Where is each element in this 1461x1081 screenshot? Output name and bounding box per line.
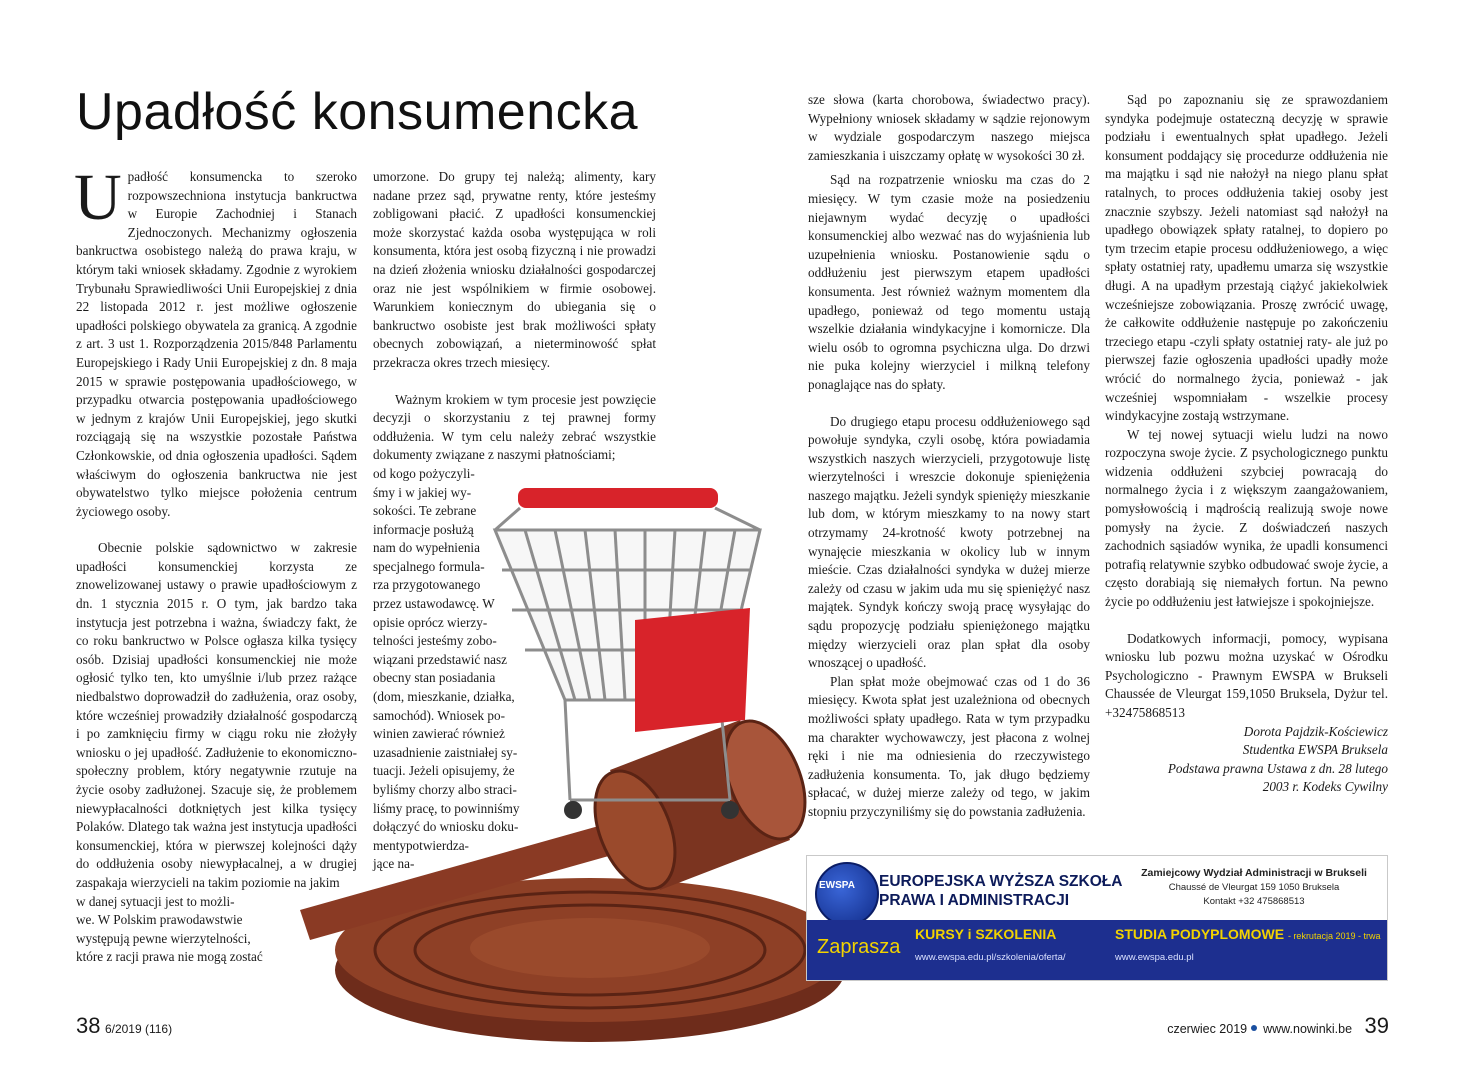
text-line: (dom, mieszkanie, działka, [373, 689, 515, 705]
wrapped-text [76, 893, 276, 967]
cart-handle [518, 488, 718, 508]
page-number: 39 [1364, 1013, 1389, 1038]
text-line: od kogo pożyczyli- [373, 465, 475, 481]
text-line: nam do wypełnienia [373, 540, 480, 556]
cart-wheel [721, 801, 739, 819]
text-line: byliśmy chorzy albo straci- [373, 782, 517, 797]
text-line: liśmy pracę, to powinniśmy [373, 800, 520, 816]
ewspa-logo-icon [815, 862, 879, 926]
text-line: śmy i w jakiej wy- [373, 484, 472, 500]
text-line: winien zawierać również [373, 726, 505, 742]
courses-link[interactable]: www.ewspa.edu.pl/szkolenia/oferta/ [915, 952, 1066, 963]
article-title: Upadłość konsumencka [76, 83, 639, 141]
cart-wheel [564, 801, 582, 819]
school-name-line: PRAWA I ADMINISTRACJI [879, 892, 1070, 909]
text-line: które z racji prawa nie mogą zostać [76, 949, 263, 965]
text-line: specjalnego formula- [373, 558, 485, 574]
department: Zamiejcowy Wydział Administracji w Brukseli [1141, 867, 1367, 879]
bullet-icon [1251, 1025, 1257, 1031]
address: Chaussé de Vleurgat 159 1050 Bruksela [1168, 882, 1340, 893]
paragraph: W tej nowej sytuacji wielu ludzi na nowo rozpoczyna swoje życie. Z psychologicznego punktu widzenia oddłużeni szybciej powracają do normalnego życia i z większym zaangażowaniem, pomysłowością i mądrością realizują swoje nowe pomysły na życie. Z doświadczeń naszych zachodnich sąsiadów wynika, że upadli konsumenci potrafią relatywnie szybko odbudować swoje życie, a często dorabiają się niemałych fortun. Na pewno życie po oddłużeniu jest łatwiejsze i spokojniejsze. [1105, 426, 1388, 610]
phone: Kontakt +32 475868513 [1203, 896, 1305, 907]
text-line: dołączyć do wniosku doku- [373, 819, 519, 835]
postgrad-link[interactable]: www.ewspa.edu.pl [1115, 952, 1194, 963]
drop-cap: U [74, 161, 122, 234]
footer-left [76, 1013, 172, 1039]
website[interactable]: www.nowinki.be [1263, 1022, 1353, 1036]
text-line: wiązani przedstawić nasz [373, 651, 508, 667]
sound-block-center [470, 918, 710, 978]
text-line: tuacji. Jeżeli opisujemy, że [373, 763, 515, 779]
text-line: występują pewne wierzytelności, [76, 930, 251, 946]
footer-right [1167, 1013, 1389, 1039]
issue-number: 6/2019 (116) [104, 1022, 173, 1036]
text-line: telności jesteśmy zobo- [373, 633, 497, 649]
text-line: samochód). Wniosek po- [373, 707, 505, 723]
text-line: jące na- [373, 856, 415, 872]
paragraph: Sąd po zapoznaniu się ze sprawozdaniem syndyka podejmuje ostateczną decyzję w sprawie podziału i ewentualnych spłat upadłego. Jeżeli konsument poddający się procedurze oddłużenia nie ma majątku i sąd nie nałożył na niego planu spłat ratalnych, to proces oddłużenia takiej osoby jest znacznie szybszy. Jeżeli natomiast sąd nałożył na upadłego obowiązek spłaty ratalnej, to dopiero po tym trzecim etapie procesu oddłużeniowego, a więc spłaty ostatniej raty, upadłemu umarza się wszystkie długi. A na upadłym przestają ciążyć jakiekolwiek wcześniejsze zobowiązania. Proszę zwrócić uwagę, że całkowite oddłużenie następuje po zakończeniu trzeciego etapu -czyli spłaty ostatniej raty- ale już po pierwszej fazie ogłoszenia upadłości upadły może wrócić do normalnego życia, ponieważ - jak wcześniej wspomniałam - wszelkie procesy windykacyjne zostają wstrzymane. [1105, 92, 1388, 424]
text-line: rza przygotowanego [373, 577, 481, 593]
logo-text: EWSPA [819, 880, 855, 891]
paragraph: Do drugiego etapu procesu oddłużeniowego sąd powołuje syndyka, czyli osobę, która powiadamia wszystkich naszych wierzycieli, przygotowuje listę wierzytelności i wreszcie dokonuje spieniężenia naszego majątku. Jeżeli syndyk spienięży mieszkanie lub dom, w którym mieszkamy to na nowy start otrzymamy 24-krotność kwoty potrzebnej na wynajęcie mieszkania w okolicy lub w innym mieście. Czas działalności syndyka w dużej mierze zależy od czasu w jakim uda mu się spieniężyć nasz majątek. Syndyk kończy swoją pracę wysyłając do sądu propozycję podziału spieniężonego majątku między wierzycieli oraz plan spłat dla osoby wnoszącej o upadłość. [808, 413, 1090, 671]
text-line: we. W Polskim prawodawstwie [76, 912, 243, 928]
author-name: Dorota Pajdzik-Kościewicz [1243, 723, 1388, 739]
legal-basis: 2003 r. Kodeks Cywilny [1262, 779, 1388, 795]
paragraph: Dodatkowych informacji, pomocy, wypisana wniosku lub pozwu można uzyskać w Ośrodku Psychologiczno - Prawnym EWSPA w Brukseli Chaussée de Vleurgat 159,1050 Bruksela, Dyżur tel. +32475868513 [1105, 630, 1388, 720]
ad-contact [1129, 866, 1379, 909]
article-column-4 [1105, 91, 1388, 797]
text-line: w danej sytuacji jest to możli- [76, 893, 235, 909]
courses-heading: KURSY i SZKOLENIA [915, 926, 1057, 942]
paragraph: Sąd na rozpatrzenie wniosku ma czas do 2 miesięcy. W tym czasie może na posiedzeniu niejawnym wydać decyzję o upadłości konsumenckiej albo wezwać nas do wyjaśnienia lub uzupełnienia wniosku. Postanowienie sądu o oddłużeniu jest pierwszym etapem upadłości konsumenta. Jest również ważnym momentem dla upadłego, ponieważ od tego momentu ustają wszelkie działania windykacyjne i komornicze. Dla wielu osób to ogromna psychiczna ulga. Do drzwi nie puka kolejny wierzyciel i milkną telefony ponaglające nas do spłaty. [808, 172, 1090, 392]
issue-month: czerwiec 2019 [1167, 1022, 1248, 1036]
ad-invite: Zaprasza [817, 936, 901, 958]
postgrad-heading: STUDIA PODYPLOMOWE - rekrutacja 2019 - trwa [1115, 926, 1381, 942]
text-line: przez ustawodawcę. W [373, 596, 495, 612]
text-line: obecny stan posiadania [373, 670, 496, 686]
ad-header [807, 856, 1387, 920]
paragraph: Ważnym krokiem w tym procesie jest powzięcie decyzji o skorzystaniu z tej prawnej formy oddłużenia. W tym celu należy zebrać wszystkie dokumenty związane z naszymi płatnościami; [373, 391, 656, 463]
page-number: 38 [76, 1013, 101, 1038]
text-line: sokości. Te zebrane [373, 503, 477, 519]
school-name [879, 872, 1122, 910]
cart-red-panel [635, 608, 750, 732]
legal-basis: Podstawa prawna Ustawa z dn. 28 lutego [1167, 760, 1388, 776]
ewspa-advertisement[interactable] [806, 855, 1388, 981]
paragraph: Upadłość konsumencka to szeroko rozpowszechniona instytucja bankructwa w Europie Zachodniej i Stanach Zjednoczonych. Mechanizmy ogłoszenia bankructwa osobistego należą do prawa kraju, w którym taki wniosek składamy. Zgodnie z wyrokiem Trybunału Sprawiedliwości Unii Europejskiej z dnia 22 listopada 2012 r. jest możliwe ogłoszenie upadłości polskiego obywatela za granicą. A zgodnie z art. 3 ust 1. Rozporządzenia 2015/848 Parlamentu Europejskiego i Rady Unii Europejskiej z dn. 8 maja 2015 w sprawie postępowania upadłościowego, w przypadku otwarcia postępowania upadłościowego w jednym z krajów Unii Europejskiej, jego skutki rozciągają się na wszystkie pozostałe Państwa Członkowskie, od dnia ogłoszenia upadłości. Sądem właściwym do ogłoszenia bankructwa nie jest obywatelstwo tylko miejsce położenia centrum życiowego osoby. [74, 161, 357, 519]
paragraph: Plan spłat może obejmować czas od 1 do 36 miesięcy. Kwota spłat jest uzależniona od obecnych możliwości spłaty upadłego. Rata w tym przypadku ma charakter wychowawczy, jest płacona z wolnej ręki i nie ma odniesienia do rzeczywistego zadłużenia konsumenta. To, jak długo będziemy spłacać, w dużej mierze zależy od tego, w jakim stopniu przyczyniliśmy się do powstania zadłużenia. [808, 673, 1090, 819]
text-line: uzasadnienie zaistniałej sy- [373, 744, 518, 760]
text-line: opisie oprócz wierzy- [373, 614, 488, 630]
author-role: Studentka EWSPA Bruksela [1242, 742, 1388, 758]
text-line: mentypotwierdza- [373, 837, 469, 853]
text-line: informacje posłużą [373, 521, 474, 537]
school-name-line: EUROPEJSKA WYŻSZA SZKOŁA [879, 873, 1123, 890]
gavel-head [579, 709, 820, 900]
paragraph: sze słowa (karta chorobowa, świadectwo pracy). Wypełniony wniosek składamy w sądzie rejonowym w wydziale gospodarczym naszego miejsca zamieszkania i uiszczamy opłatę w wysokości 30 zł. [808, 92, 1090, 163]
paragraph: umorzone. Do grupy tej należą; alimenty, kary nadane przez sąd, prywatne renty, które jesteśmy zobligowani płacić. Z upadłości konsumenckiej może skorzystać każda osoba występująca w roli konsumenta, która jest osobą fizyczną i nie prowadzi na dzień złożenia wniosku działalności gospodarczej oraz nie jest wspólnikiem w firmie osobowej. Warunkiem koniecznym do ubiegania się o bankructwo osobiste jest brak możliwości spłaty obecnych zobowiązań, a nieterminowość spłat przekracza okres trzech miesięcy. [373, 169, 656, 370]
paragraph: Obecnie polskie sądownictwo w zakresie upadłości konsumenckiej korzysta ze znowelizowanej ustawy o prawie upadłościowym z dn. 1 stycznia 2015 r. O tym, jak bardzo taka instytucja jest potrzebna i ważna, świadczy fakt, że co roku bankructwo w Polsce ogłasza kilka tysięcy osób. Dzisiaj upadłości konsumenckiej nie może ogłosić tylko ten, kto umyślnie i/lub przez rażące niedbalstwo doprowadził do zadłużenia, oraz osoby, które wcześniej prowadziły działalność gospodarczą i po zamknięciu firmy w ciągu roku nie złożyły wniosku o jej upadłość. Zadłużenie to ekonomiczno-społeczny problem, który negatywnie rzutuje na życie osoby zadłużonej. Szacuje się, że problemem niewypłacalności dotkniętych jest kilka tysięcy Polaków. Dlatego tak ważna jest instytucja upadłości konsumenckiej, która w pierwszej kolejności dąży do oddłużenia osoby niewypłacalnej, a w drugiej zaspakaja wierzycieli na takim poziomie na jakim [76, 540, 357, 890]
